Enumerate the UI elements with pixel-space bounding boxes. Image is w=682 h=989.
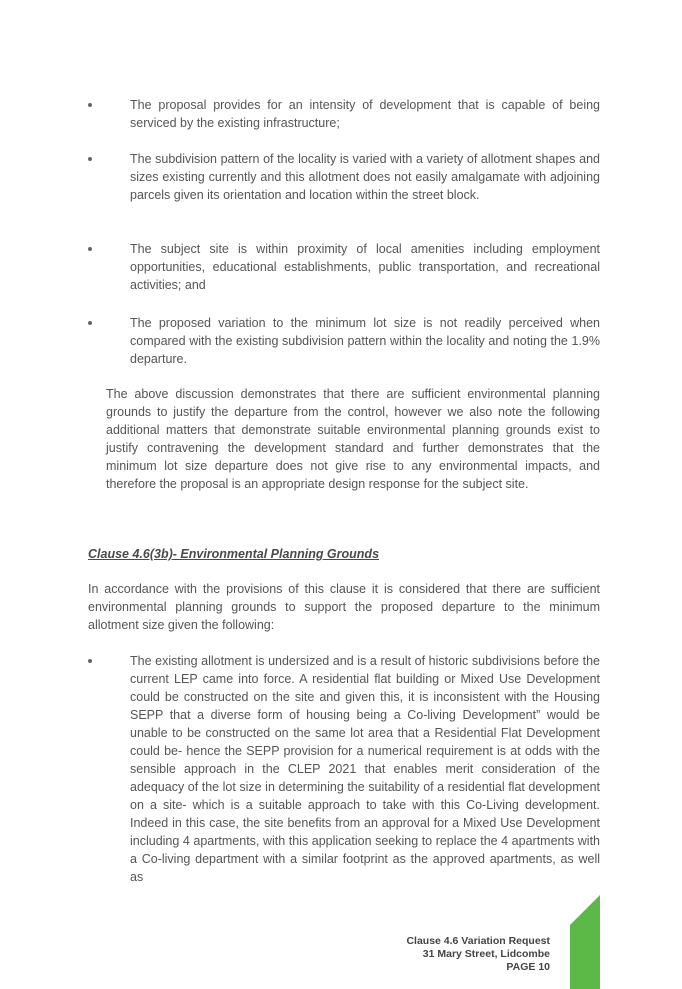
bullet-text: The proposal provides for an intensity of development that is capable of being serviced by the existing infrastructure; (130, 98, 600, 130)
footer-title: Clause 4.6 Variation Request (406, 935, 550, 947)
bullet-list-bottom (88, 652, 600, 892)
green-corner-accent (570, 895, 600, 989)
bullet-icon (88, 659, 92, 663)
section-heading: Clause 4.6(3b)- Environmental Planning Grounds (88, 547, 380, 561)
bullet-text: The existing allotment is undersized and is a result of historic subdivisions before the current LEP came into force. A residential flat building or Mixed Use Development could be constructed on the site and given this, it is inconsistent with the Housing SEPP that a diverse form of housing being a Co-living Development” would be unable to be constructed on the same lot area that a Residential Flat Development could be- hence the SEPP provision for a numerical requirement is at odds with the sensible approach in the CLEP 2021 that enables merit consideration of the adequacy of the lot size in determining the suitability of a residential flat development on a site- which is a suitable approach to take with this Co-Living development. Indeed in this case, the site benefits from an approval for a Mixed Use Development including 4 apartments, with this application seeking to replace the 4 apartments with a Co-living department with a similar footprint as the approved apartments, as well as (130, 654, 600, 884)
footer-address: 31 Mary Street, Lidcombe (422, 948, 550, 960)
footer-page-number: PAGE 10 (506, 961, 550, 973)
bullet-text: The subject site is within proximity of local amenities including employment opportunities, educational establishments, public transportation, and recreational activities; and (130, 242, 600, 292)
discussion-paragraph: The above discussion demonstrates that there are sufficient environmental planning grounds to justify the departure from the control, however we also note the following additional matters that demonstrate suitable environmental planning grounds exist to justify contravening the development standard and further demonstrates that the minimum lot size departure does not give rise to any environmental impacts, and therefore the proposal is an appropriate design response for the subject site. (106, 387, 600, 491)
bullet-icon (88, 157, 92, 161)
bullet-list-top (88, 96, 600, 376)
bullet-text: The subdivision pattern of the locality is varied with a variety of allotment shapes and sizes existing currently and this allotment does not easily amalgamate with adjoining parcels given its orientation and location within the street block. (130, 152, 600, 202)
bullet-icon (88, 103, 92, 107)
bullet-icon (88, 321, 92, 325)
bullet-text: The proposed variation to the minimum lot size is not readily perceived when compared with the existing subdivision pattern within the locality and noting the 1.9% departure. (130, 316, 600, 366)
corner-accent-shape (570, 895, 600, 989)
intro-paragraph: In accordance with the provisions of this clause it is considered that there are sufficient environmental planning grounds to support the proposed departure to the minimum allotment size given the following: (88, 582, 600, 632)
bullet-icon (88, 247, 92, 251)
